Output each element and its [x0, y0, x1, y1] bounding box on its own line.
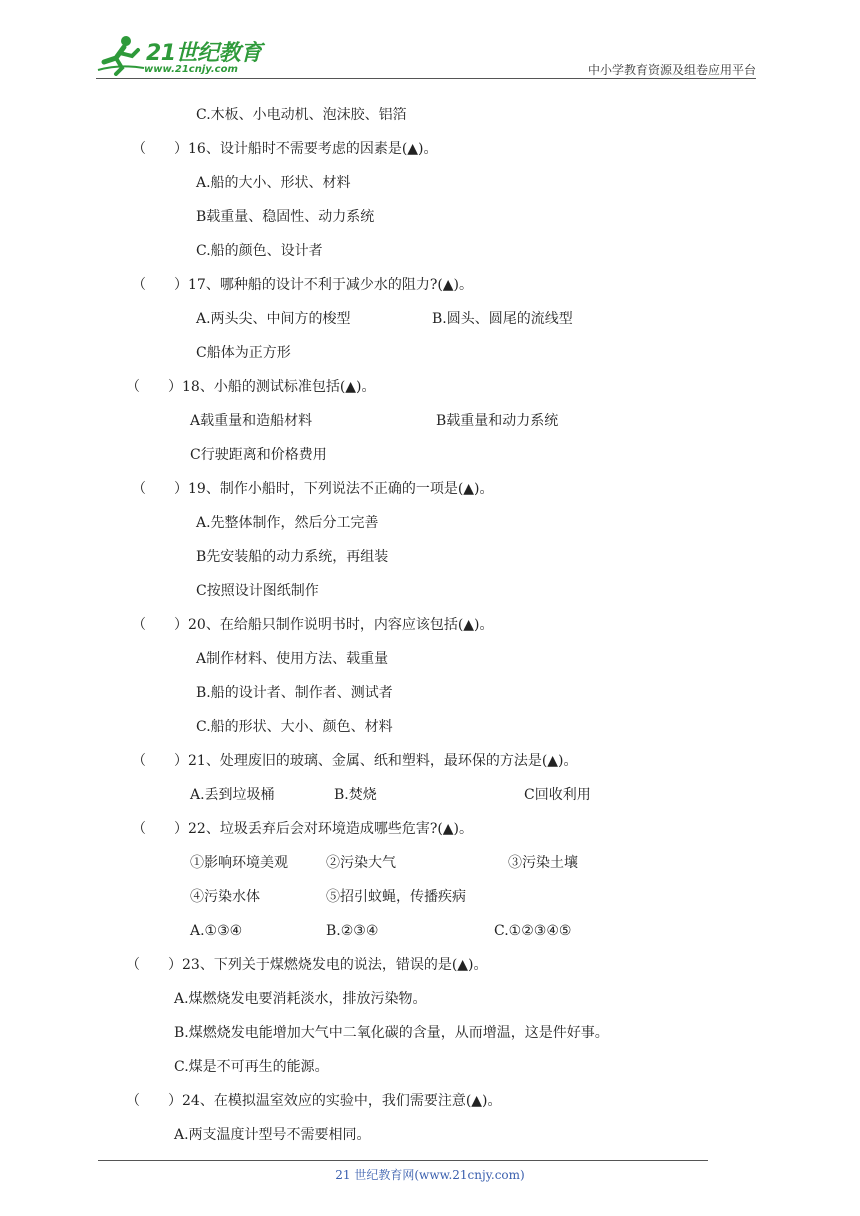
- option-c-q19: C按照设计图纸制作: [196, 583, 319, 599]
- logo-url: www.21cnjy.com: [144, 64, 238, 75]
- option-b-q18: B载重量和动力系统: [436, 413, 559, 429]
- question-19: （ ）19、制作小船时，下列说法不正确的一项是(▲)。: [132, 481, 494, 497]
- header-platform-name: 中小学教育资源及组卷应用平台: [587, 63, 756, 77]
- question-24: （ ）24、在模拟温室效应的实验中，我们需要注意(▲)。: [126, 1093, 502, 1109]
- question-17: （ ）17、哪种船的设计不利于减少水的阻力?(▲)。: [132, 277, 474, 293]
- question-23: （ ）23、下列关于煤燃烧发电的说法，错误的是(▲)。: [126, 957, 488, 973]
- option-b-q21: B.焚烧: [334, 787, 377, 803]
- option-c-q20: C.船的形状、大小、颜色、材料: [196, 719, 393, 735]
- option-c-q23: C.煤是不可再生的能源。: [174, 1059, 329, 1075]
- option-a-q19: A.先整体制作，然后分工完善: [196, 515, 379, 531]
- option-c-q16: C.船的颜色、设计者: [196, 243, 323, 259]
- option-b-q16: B载重量、稳固性、动力系统: [196, 209, 375, 225]
- header-divider: [96, 78, 756, 79]
- option-a-q16: A.船的大小、形状、材料: [196, 175, 351, 191]
- option-b-q23: B.煤燃烧发电能增加大气中二氧化碳的含量，从而增温，这是件好事。: [174, 1025, 609, 1041]
- option-c-q18: C行驶距离和价格费用: [190, 447, 327, 463]
- option-a-q24: A.两支温度计型号不需要相同。: [174, 1127, 371, 1143]
- question-22: （ ）22、垃圾丢弃后会对环境造成哪些危害?(▲)。: [132, 821, 474, 837]
- question-20: （ ）20、在给船只制作说明书时，内容应该包括(▲)。: [132, 617, 494, 633]
- option-a-q21: A.丢到垃圾桶: [190, 787, 275, 803]
- statement-1-q22: ①影响环境美观: [190, 855, 288, 871]
- option-a-q22: A.①③④: [190, 923, 243, 939]
- question-21: （ ）21、处理废旧的玻璃、金属、纸和塑料，最环保的方法是(▲)。: [132, 753, 578, 769]
- option-c-q22: C.①②③④⑤: [494, 923, 572, 939]
- statement-4-q22: ④污染水体: [190, 889, 260, 905]
- statement-2-q22: ②污染大气: [326, 855, 396, 871]
- option-a-q17: A.两头尖、中间方的梭型: [196, 311, 351, 327]
- option-a-q18: A载重量和造船材料: [190, 413, 313, 429]
- logo-text: 21世纪教育: [146, 41, 262, 66]
- question-18: （ ）18、小船的测试标准包括(▲)。: [126, 379, 376, 395]
- option-b-q17: B.圆头、圆尾的流线型: [432, 311, 573, 327]
- option-c-q17: C船体为正方形: [196, 345, 291, 361]
- statement-5-q22: ⑤招引蚊蝇，传播疾病: [326, 889, 466, 905]
- statement-3-q22: ③污染土壤: [508, 855, 578, 871]
- option-b-q22: B.②③④: [326, 923, 379, 939]
- option-b-q19: B先安装船的动力系统，再组装: [196, 549, 389, 565]
- site-logo: [94, 34, 264, 80]
- option-a-q23: A.煤燃烧发电要消耗淡水，排放污染物。: [174, 991, 427, 1007]
- footer-divider: [98, 1160, 708, 1161]
- footer-link[interactable]: 21 世纪教育网(www.21cnjy.com): [335, 1168, 525, 1182]
- option-a-q20: A制作材料、使用方法、载重量: [196, 651, 389, 667]
- option-b-q20: B.船的设计者、制作者、测试者: [196, 685, 393, 701]
- runner-logo-icon: [94, 34, 146, 76]
- option-c-q21: C回收利用: [524, 787, 591, 803]
- question-16: （ ）16、设计船时不需要考虑的因素是(▲)。: [132, 141, 438, 157]
- option-c-q15: C.木板、小电动机、泡沫胶、铝箔: [196, 107, 407, 123]
